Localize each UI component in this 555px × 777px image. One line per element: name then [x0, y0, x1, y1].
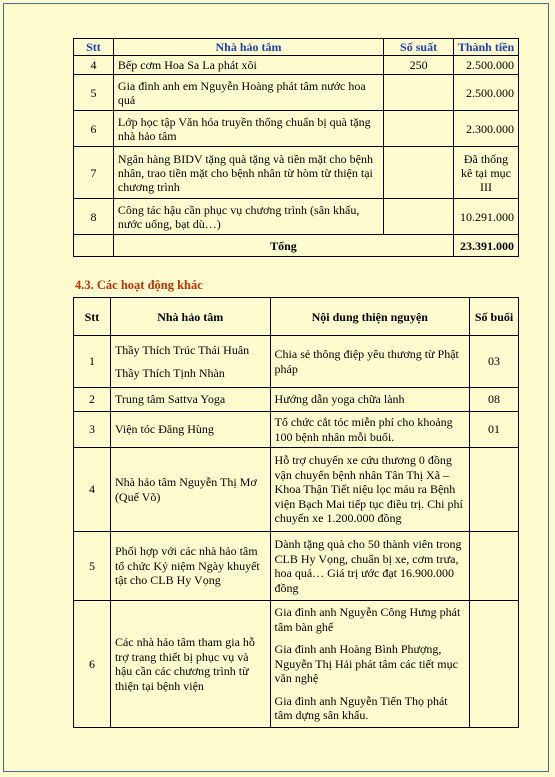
- row-donor: Lớp học tập Văn hóa truyền thống chuẩn bị quà tặng nhà hảo tâm: [113, 111, 383, 147]
- row-donor: Các nhà hảo tâm tham gia hỗ trợ trang thiết bị phục vụ và hậu cần các chương trình từ thiện tại bệnh viện: [110, 601, 270, 728]
- total-row: [74, 235, 519, 257]
- table-row: [74, 412, 519, 448]
- row-sessions: [470, 448, 519, 532]
- row-content: Tổ chức cắt tóc miễn phí cho khoảng 100 bệnh nhân mỗi buổi.: [270, 412, 470, 448]
- header-content: Nội dung thiện nguyện: [270, 298, 470, 336]
- table-row: [74, 56, 519, 75]
- row-content: Chia sẻ thông điệp yêu thương từ Phật pháp: [270, 336, 470, 388]
- activities-table: [73, 297, 519, 728]
- row-content: Dành tặng quà cho 50 thành viên trong CLB Hy Vọng, chuẩn bị xe, cơm trưa, hoa quả… Giá trị ước đạt 16.900.000 đồng: [270, 532, 470, 601]
- header-sessions: Số buổi: [470, 298, 519, 336]
- table-row: [74, 388, 519, 412]
- row-stt: 4: [74, 448, 111, 532]
- row-sessions: 01: [470, 412, 519, 448]
- header-amount: Thành tiền: [453, 39, 518, 56]
- row-sessions: 03: [470, 336, 519, 388]
- row-sessions: [470, 532, 519, 601]
- row-sessions: [470, 601, 519, 728]
- row-quantity: [384, 111, 454, 147]
- row-donor: Nhà hảo tâm Nguyễn Thị Mơ (Quế Võ): [110, 448, 270, 532]
- header-donor: Nhà hảo tâm: [110, 298, 270, 336]
- row-amount: 10.291.000: [453, 199, 518, 235]
- table-row: [74, 199, 519, 235]
- row-quantity: [384, 147, 454, 199]
- row-stt: 6: [74, 111, 114, 147]
- section-heading: 4.3. Các hoạt động khác: [75, 278, 203, 292]
- total-amount: 23.391.000: [453, 235, 518, 257]
- row-stt: 5: [74, 532, 111, 601]
- row-quantity: [384, 75, 454, 111]
- row-stt: 1: [74, 336, 111, 388]
- content-line: Gia đình anh Nguyễn Công Hưng phát tâm bàn ghế: [274, 605, 461, 634]
- content-line: Gia đình anh Nguyễn Tiến Thọ phát tâm dựng sân khấu.: [274, 693, 448, 723]
- row-donor: Ngân hàng BIDV tặng quà tặng và tiền mặt cho bệnh nhân, trao tiền mặt cho bệnh nhân từ hòm từ thiện tại chương trình: [113, 147, 383, 199]
- row-donor: Gia đình anh em Nguyễn Hoàng phát tâm nước hoa quả: [113, 75, 383, 111]
- content-line: Gia đình anh Hoàng Bình Phượng, Nguyễn Thị Hải phát tâm các tiết mục văn nghệ: [274, 642, 458, 686]
- row-amount: Đã thống kê tại mục III: [453, 147, 518, 199]
- row-donor: Viện tóc Đăng Hùng: [110, 412, 270, 448]
- table-row: [74, 75, 519, 111]
- row-stt: 3: [74, 412, 111, 448]
- table-row: [74, 601, 519, 728]
- header-donor: Nhà hảo tâm: [113, 39, 383, 56]
- table-header-row: [74, 298, 519, 336]
- row-stt: 4: [74, 56, 114, 75]
- row-donor: Phối hợp với các nhà hảo tâm tổ chức Kỷ niệm Ngày khuyết tật cho CLB Hy Vọng: [110, 532, 270, 601]
- row-content: Hướng dẫn yoga chữa lành: [270, 388, 470, 412]
- header-stt: Stt: [74, 298, 111, 336]
- row-stt: 2: [74, 388, 111, 412]
- row-donor: Bếp cơm Hoa Sa La phát xôi: [113, 56, 383, 75]
- row-content: Hỗ trợ chuyến xe cứu thương 0 đồng vận chuyển bệnh nhân Tân Thị Xã – Khoa Thận Tiết niệu lọc máu ra Bệnh viện Bạch Mai tiếp tục điều trị. Chi phí chuyến xe 1.200.000 đồng: [270, 448, 470, 532]
- header-quantity: Số suất: [384, 39, 454, 56]
- row-quantity: 250: [384, 56, 454, 75]
- donor-line: Thầy Thích Tịnh Nhàn: [114, 365, 225, 380]
- table-header-row: [74, 39, 519, 56]
- table-row: [74, 336, 519, 388]
- row-stt: 5: [74, 75, 114, 111]
- table-row: [74, 532, 519, 601]
- row-quantity: [384, 199, 454, 235]
- donor-line: Thầy Thích Trúc Thái Huân: [114, 343, 250, 357]
- total-label: Tổng: [113, 235, 453, 257]
- row-donor: Công tác hậu cần phục vụ chương trình (sân khấu, nước uống, bạt dù…): [113, 199, 383, 235]
- row-donor: [110, 336, 270, 388]
- table-row: [74, 111, 519, 147]
- row-donor: Trung tâm Sattva Yoga: [110, 388, 270, 412]
- row-sessions: 08: [470, 388, 519, 412]
- header-stt: Stt: [74, 39, 114, 56]
- row-stt: 7: [74, 147, 114, 199]
- table-row: [74, 147, 519, 199]
- row-stt: 6: [74, 601, 111, 728]
- donation-table: [73, 38, 519, 257]
- row-stt: 8: [74, 199, 114, 235]
- row-amount: 2.500.000: [453, 75, 518, 111]
- row-content: [270, 601, 470, 728]
- table-row: [74, 448, 519, 532]
- row-amount: 2.300.000: [453, 111, 518, 147]
- row-amount: 2.500.000: [453, 56, 518, 75]
